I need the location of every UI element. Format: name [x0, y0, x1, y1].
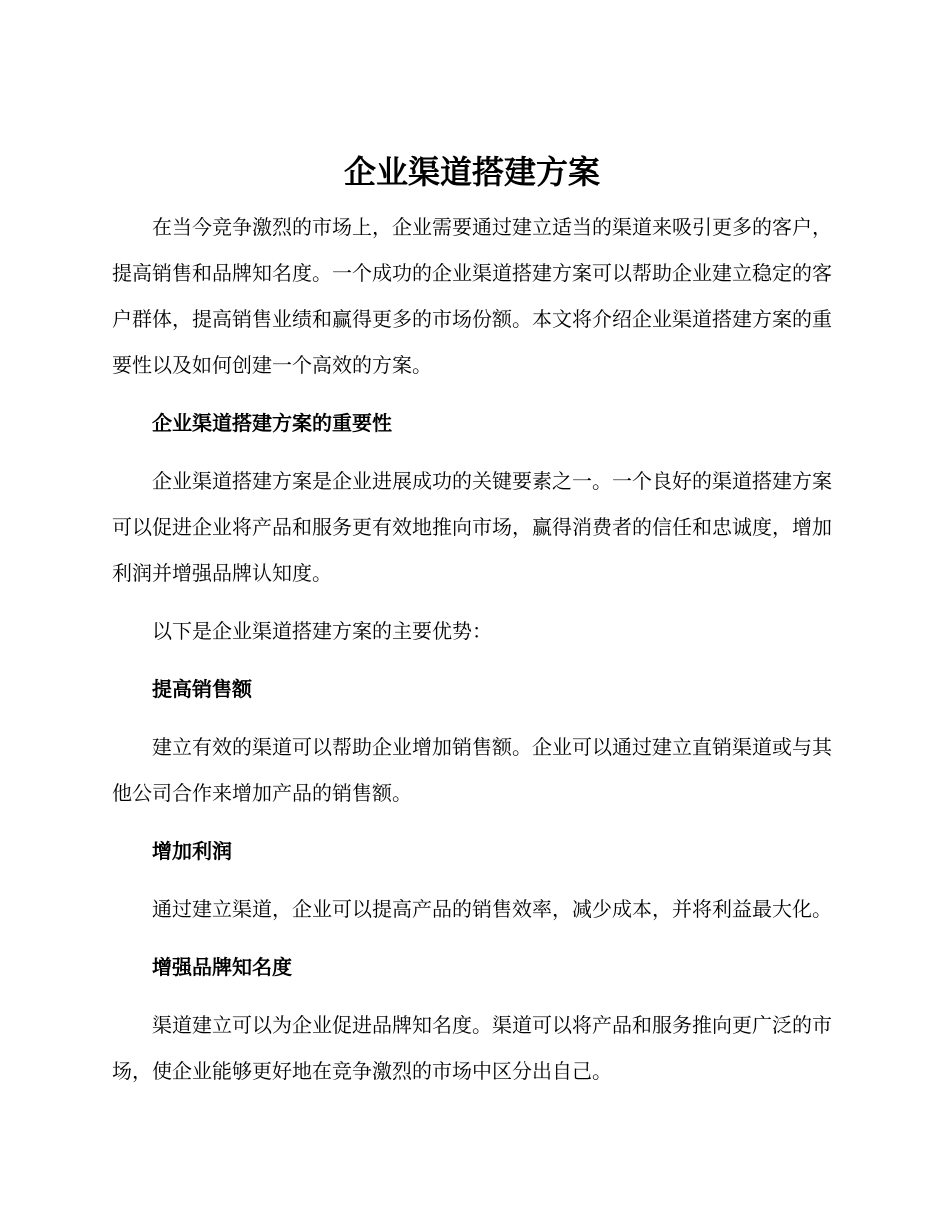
- intro-paragraph: 在当今竞争激烈的市场上，企业需要通过建立适当的渠道来吸引更多的客户，提高销售和品牌知名度。一个成功的企业渠道搭建方案可以帮助企业建立稳定的客户群体，提高销售业绩和赢得更多的市场份额。本文将介绍企业渠道搭建方案的重要性以及如何创建一个高效的方案。: [112, 215, 832, 377]
- advantage-heading-sales: 提高销售额: [152, 677, 252, 701]
- importance-paragraph: 企业渠道搭建方案是企业进展成功的关键要素之一。一个良好的渠道搭建方案可以促进企业将产品和服务更有效地推向市场，赢得消费者的信任和忠诚度，增加利润并增强品牌认知度。: [112, 469, 832, 585]
- section-heading-importance: 企业渠道搭建方案的重要性: [152, 411, 392, 435]
- advantage-paragraph-brand: 渠道建立可以为企业促进品牌知名度。渠道可以将产品和服务推向更广泛的市场，使企业能够更好地在竞争激烈的市场中区分出自己。: [112, 1013, 832, 1083]
- advantage-heading-profit: 增加利润: [152, 839, 232, 863]
- advantage-heading-brand: 增强品牌知名度: [152, 955, 292, 979]
- advantage-paragraph-profit: 通过建立渠道，企业可以提高产品的销售效率，减少成本，并将利益最大化。: [152, 897, 832, 921]
- advantages-intro-paragraph: 以下是企业渠道搭建方案的主要优势：: [152, 619, 492, 643]
- document-title: 企业渠道搭建方案: [343, 153, 600, 191]
- advantage-paragraph-sales: 建立有效的渠道可以帮助企业增加销售额。企业可以通过建立直销渠道或与其他公司合作来增加产品的销售额。: [112, 735, 832, 805]
